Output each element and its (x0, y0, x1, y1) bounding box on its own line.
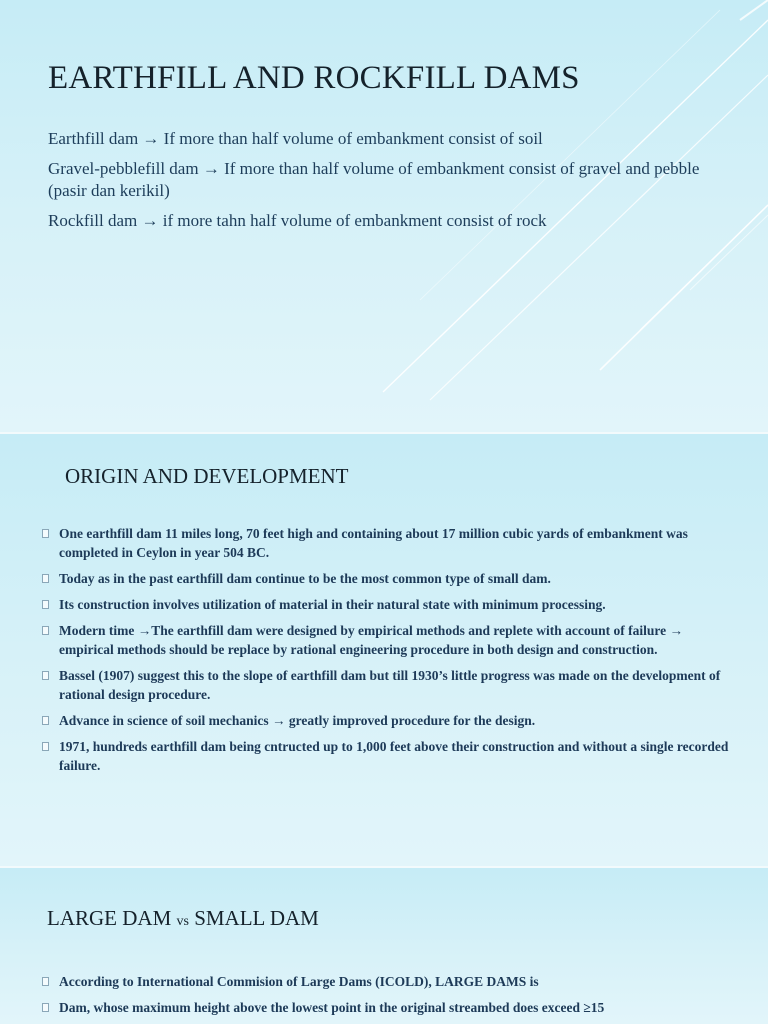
list-item: One earthfill dam 11 miles long, 70 feet high and containing about 17 million cubic yards of embankment was completed in Ceylon in year 504 BC. (40, 524, 740, 562)
slide-large-vs-small-dam (0, 868, 768, 1024)
list-item: Dam, whose maximum height above the lowest point in the original streambed does exceed ≥15 (40, 998, 740, 1017)
list-item: Modern time →The earthfill dam were designed by empirical methods and replete with account of failure → empirical methods should be replace by rational engineering procedure in both design and construction. (40, 621, 740, 659)
slide-title: ORIGIN AND DEVELOPMENT (65, 464, 349, 488)
paragraph-earthfill: Earthfill dam → If more than half volume of embankment consist of soil (48, 129, 543, 148)
bullet-list (40, 524, 740, 782)
slide-title: EARTHFILL AND ROCKFILL DAMS (48, 60, 580, 96)
slide-earthfill-rockfill (0, 0, 768, 432)
list-item: 1971, hundreds earthfill dam being cntructed up to 1,000 feet above their construction and without a single recorded failure. (40, 737, 740, 775)
title-large-dam: LARGE DAM (47, 906, 177, 930)
slide-body (48, 128, 728, 240)
bullet-list (40, 972, 740, 1024)
list-item: Bassel (1907) suggest this to the slope of earthfill dam but till 1930’s little progress was made on the development of rational design procedure. (40, 666, 740, 704)
list-item: Advance in science of soil mechanics → greatly improved procedure for the design. (40, 711, 740, 730)
title-vs: vs (176, 914, 189, 929)
paragraph-rockfill: Rockfill dam → if more tahn half volume of embankment consist of rock (48, 211, 547, 230)
list-item: According to International Commision of Large Dams (ICOLD), LARGE DAMS is (40, 972, 740, 991)
slide-origin-development (0, 434, 768, 866)
list-item: Today as in the past earthfill dam continue to be the most common type of small dam. (40, 569, 740, 588)
list-item: Its construction involves utilization of material in their natural state with minimum processing. (40, 595, 740, 614)
title-small-dam: SMALL DAM (188, 906, 319, 930)
paragraph-gravel-pebblefill: Gravel-pebblefill dam → If more than half volume of embankment consist of gravel and pebble (pasir dan kerikil) (48, 159, 700, 200)
slide-title (47, 906, 319, 931)
